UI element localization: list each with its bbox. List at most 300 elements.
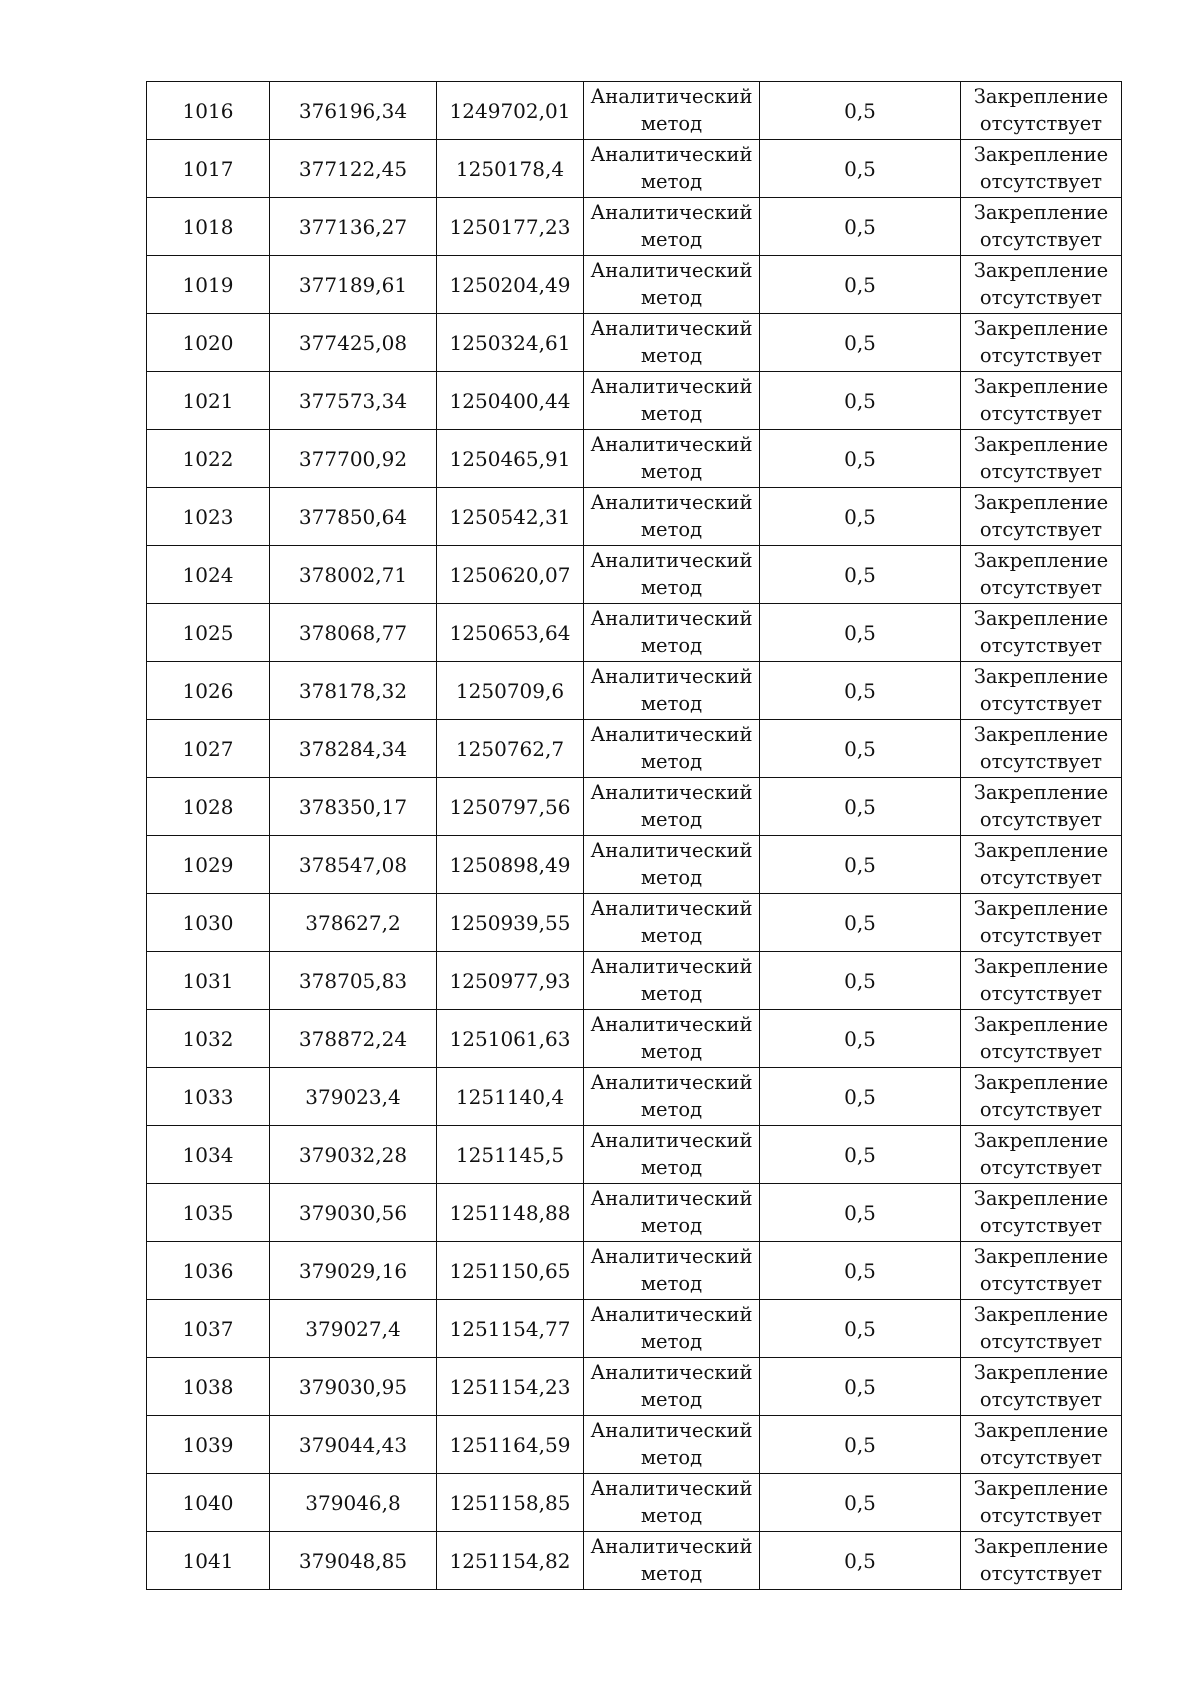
point-number-cell-text: 1019 (182, 272, 234, 297)
fixing-cell-text: отсутствует (979, 1330, 1103, 1353)
fixing-cell-text: отсутствует (979, 1272, 1103, 1295)
fixing-cell (961, 1242, 1122, 1300)
method-cell (584, 372, 760, 430)
precision-cell (760, 1474, 961, 1532)
method-cell-text: Аналитический (590, 1129, 753, 1152)
x-coordinate-cell (270, 1532, 437, 1590)
y-coordinate-cell (437, 836, 584, 894)
fixing-cell-text: Закрепление (973, 1419, 1109, 1442)
method-cell-text: Аналитический (590, 839, 753, 862)
method-cell (584, 1532, 760, 1590)
method-cell-text: Аналитический (590, 433, 753, 456)
point-number-cell-text: 1036 (182, 1258, 234, 1283)
precision-cell (760, 82, 961, 140)
point-number-cell (147, 894, 270, 952)
precision-cell-text: 0,5 (844, 910, 876, 935)
method-cell (584, 314, 760, 372)
x-coordinate-cell (270, 1126, 437, 1184)
method-cell-text: метод (640, 866, 703, 889)
point-number-cell-text: 1022 (182, 446, 234, 471)
method-cell-text: метод (640, 1504, 703, 1527)
precision-cell-text: 0,5 (844, 678, 876, 703)
fixing-cell-text: отсутствует (979, 1214, 1103, 1237)
method-cell-text: метод (640, 1098, 703, 1121)
fixing-cell (961, 894, 1122, 952)
fixing-cell (961, 720, 1122, 778)
method-cell (584, 1126, 760, 1184)
precision-cell (760, 430, 961, 488)
fixing-cell-text: Закрепление (973, 897, 1109, 920)
y-coordinate-cell-text: 1251164,59 (449, 1432, 571, 1457)
method-cell-text: Аналитический (590, 1187, 753, 1210)
x-coordinate-cell-text: 379030,56 (298, 1200, 408, 1225)
precision-cell (760, 1358, 961, 1416)
method-cell-text: Аналитический (590, 1013, 753, 1036)
table-row (147, 1358, 1122, 1416)
fixing-cell-text: отсутствует (979, 692, 1103, 715)
precision-cell (760, 836, 961, 894)
fixing-cell-text: отсутствует (979, 344, 1103, 367)
y-coordinate-cell-text: 1251154,82 (449, 1548, 571, 1573)
y-coordinate-cell (437, 1010, 584, 1068)
method-cell-text: Аналитический (590, 375, 753, 398)
fixing-cell (961, 1358, 1122, 1416)
precision-cell-text: 0,5 (844, 1432, 876, 1457)
y-coordinate-cell (437, 198, 584, 256)
method-cell-text: Аналитический (590, 259, 753, 282)
point-number-cell (147, 314, 270, 372)
fixing-cell-text: Закрепление (973, 317, 1109, 340)
y-coordinate-cell-text: 1249702,01 (449, 98, 571, 123)
method-cell-text: Аналитический (590, 1071, 753, 1094)
x-coordinate-cell (270, 1068, 437, 1126)
method-cell-text: метод (640, 228, 703, 251)
y-coordinate-cell (437, 546, 584, 604)
point-number-cell-text: 1035 (182, 1200, 234, 1225)
fixing-cell-text: отсутствует (979, 228, 1103, 251)
x-coordinate-cell (270, 488, 437, 546)
table-row (147, 894, 1122, 952)
x-coordinate-cell-text: 377136,27 (298, 214, 408, 239)
point-number-cell (147, 430, 270, 488)
y-coordinate-cell-text: 1250177,23 (449, 214, 571, 239)
point-number-cell-text: 1031 (182, 968, 234, 993)
fixing-cell (961, 198, 1122, 256)
precision-cell (760, 198, 961, 256)
precision-cell-text: 0,5 (844, 214, 876, 239)
fixing-cell-text: Закрепление (973, 1303, 1109, 1326)
point-number-cell (147, 1358, 270, 1416)
y-coordinate-cell-text: 1251140,4 (455, 1084, 565, 1109)
precision-cell-text: 0,5 (844, 1316, 876, 1341)
table-row (147, 1242, 1122, 1300)
point-number-cell-text: 1023 (182, 504, 234, 529)
fixing-cell-text: отсутствует (979, 576, 1103, 599)
precision-cell-text: 0,5 (844, 1026, 876, 1051)
y-coordinate-cell (437, 894, 584, 952)
precision-cell-text: 0,5 (844, 446, 876, 471)
precision-cell-text: 0,5 (844, 272, 876, 297)
fixing-cell (961, 604, 1122, 662)
fixing-cell-text: отсутствует (979, 286, 1103, 309)
method-cell (584, 546, 760, 604)
x-coordinate-cell-text: 378350,17 (298, 794, 408, 819)
x-coordinate-cell (270, 1010, 437, 1068)
method-cell (584, 1010, 760, 1068)
y-coordinate-cell-text: 1250762,7 (455, 736, 565, 761)
fixing-cell-text: Закрепление (973, 549, 1109, 572)
table-row (147, 140, 1122, 198)
precision-cell-text: 0,5 (844, 794, 876, 819)
method-cell-text: метод (640, 1272, 703, 1295)
y-coordinate-cell (437, 1358, 584, 1416)
x-coordinate-cell-text: 379029,16 (298, 1258, 408, 1283)
method-cell-text: Аналитический (590, 723, 753, 746)
coordinates-table-body (147, 82, 1122, 1590)
method-cell (584, 604, 760, 662)
fixing-cell-text: Закрепление (973, 1187, 1109, 1210)
point-number-cell-text: 1027 (182, 736, 234, 761)
fixing-cell (961, 662, 1122, 720)
fixing-cell (961, 1532, 1122, 1590)
method-cell-text: метод (640, 112, 703, 135)
method-cell-text: метод (640, 576, 703, 599)
table-row (147, 430, 1122, 488)
method-cell-text: метод (640, 1156, 703, 1179)
point-number-cell (147, 778, 270, 836)
precision-cell (760, 1532, 961, 1590)
point-number-cell (147, 546, 270, 604)
method-cell-text: метод (640, 1446, 703, 1469)
y-coordinate-cell (437, 1416, 584, 1474)
x-coordinate-cell-text: 377122,45 (298, 156, 408, 181)
table-row (147, 1300, 1122, 1358)
method-cell (584, 488, 760, 546)
precision-cell (760, 778, 961, 836)
method-cell (584, 140, 760, 198)
precision-cell (760, 720, 961, 778)
x-coordinate-cell (270, 1184, 437, 1242)
point-number-cell (147, 1184, 270, 1242)
y-coordinate-cell-text: 1250620,07 (449, 562, 571, 587)
x-coordinate-cell-text: 377189,61 (298, 272, 408, 297)
x-coordinate-cell (270, 1358, 437, 1416)
method-cell-text: метод (640, 170, 703, 193)
point-number-cell (147, 140, 270, 198)
fixing-cell (961, 1416, 1122, 1474)
precision-cell-text: 0,5 (844, 1490, 876, 1515)
y-coordinate-cell (437, 604, 584, 662)
fixing-cell-text: Закрепление (973, 259, 1109, 282)
precision-cell-text: 0,5 (844, 1374, 876, 1399)
x-coordinate-cell (270, 1300, 437, 1358)
x-coordinate-cell-text: 376196,34 (298, 98, 408, 123)
point-number-cell (147, 604, 270, 662)
fixing-cell-text: Закрепление (973, 781, 1109, 804)
y-coordinate-cell-text: 1251148,88 (449, 1200, 571, 1225)
method-cell-text: метод (640, 344, 703, 367)
point-number-cell (147, 1300, 270, 1358)
fixing-cell-text: Закрепление (973, 1245, 1109, 1268)
fixing-cell-text: отсутствует (979, 402, 1103, 425)
fixing-cell (961, 836, 1122, 894)
method-cell-text: метод (640, 1214, 703, 1237)
x-coordinate-cell (270, 1474, 437, 1532)
fixing-cell-text: Закрепление (973, 433, 1109, 456)
x-coordinate-cell-text: 378872,24 (298, 1026, 408, 1051)
fixing-cell (961, 1068, 1122, 1126)
point-number-cell-text: 1033 (182, 1084, 234, 1109)
fixing-cell-text: Закрепление (973, 1013, 1109, 1036)
y-coordinate-cell-text: 1250977,93 (449, 968, 571, 993)
x-coordinate-cell-text: 379030,95 (298, 1374, 408, 1399)
precision-cell-text: 0,5 (844, 504, 876, 529)
fixing-cell-text: Закрепление (973, 201, 1109, 224)
method-cell (584, 1300, 760, 1358)
fixing-cell-text: отсутствует (979, 112, 1103, 135)
precision-cell-text: 0,5 (844, 330, 876, 355)
x-coordinate-cell (270, 1242, 437, 1300)
point-number-cell (147, 256, 270, 314)
method-cell-text: Аналитический (590, 491, 753, 514)
method-cell-text: Аналитический (590, 955, 753, 978)
x-coordinate-cell (270, 720, 437, 778)
precision-cell (760, 314, 961, 372)
table-row (147, 1474, 1122, 1532)
fixing-cell-text: Закрепление (973, 1071, 1109, 1094)
method-cell (584, 720, 760, 778)
method-cell-text: метод (640, 1330, 703, 1353)
x-coordinate-cell-text: 377573,34 (298, 388, 408, 413)
precision-cell (760, 1300, 961, 1358)
method-cell-text: Аналитический (590, 1361, 753, 1384)
x-coordinate-cell-text: 377850,64 (298, 504, 408, 529)
point-number-cell (147, 1532, 270, 1590)
y-coordinate-cell (437, 1184, 584, 1242)
point-number-cell (147, 1242, 270, 1300)
fixing-cell (961, 140, 1122, 198)
precision-cell-text: 0,5 (844, 968, 876, 993)
x-coordinate-cell-text: 378002,71 (298, 562, 408, 587)
point-number-cell-text: 1021 (182, 388, 234, 413)
method-cell-text: метод (640, 460, 703, 483)
y-coordinate-cell-text: 1251154,77 (449, 1316, 571, 1341)
fixing-cell-text: Закрепление (973, 143, 1109, 166)
point-number-cell-text: 1039 (182, 1432, 234, 1457)
fixing-cell-text: Закрепление (973, 1129, 1109, 1152)
method-cell-text: Аналитический (590, 897, 753, 920)
y-coordinate-cell (437, 1242, 584, 1300)
precision-cell-text: 0,5 (844, 156, 876, 181)
y-coordinate-cell (437, 1474, 584, 1532)
fixing-cell-text: Закрепление (973, 85, 1109, 108)
fixing-cell-text: отсутствует (979, 634, 1103, 657)
x-coordinate-cell (270, 314, 437, 372)
method-cell-text: Аналитический (590, 549, 753, 572)
y-coordinate-cell-text: 1250653,64 (449, 620, 571, 645)
method-cell-text: Аналитический (590, 665, 753, 688)
method-cell (584, 1184, 760, 1242)
fixing-cell-text: отсутствует (979, 982, 1103, 1005)
x-coordinate-cell-text: 379048,85 (298, 1548, 408, 1573)
x-coordinate-cell (270, 140, 437, 198)
y-coordinate-cell (437, 778, 584, 836)
fixing-cell-text: Закрепление (973, 1477, 1109, 1500)
precision-cell-text: 0,5 (844, 620, 876, 645)
method-cell-text: метод (640, 518, 703, 541)
fixing-cell-text: отсутствует (979, 1156, 1103, 1179)
fixing-cell-text: Закрепление (973, 723, 1109, 746)
y-coordinate-cell (437, 314, 584, 372)
coordinates-table (146, 81, 1122, 1590)
point-number-cell-text: 1017 (182, 156, 234, 181)
y-coordinate-cell (437, 1068, 584, 1126)
method-cell (584, 1358, 760, 1416)
y-coordinate-cell (437, 720, 584, 778)
method-cell-text: метод (640, 1562, 703, 1585)
point-number-cell-text: 1034 (182, 1142, 234, 1167)
fixing-cell-text: отсутствует (979, 1446, 1103, 1469)
table-row (147, 1010, 1122, 1068)
y-coordinate-cell (437, 1126, 584, 1184)
method-cell-text: Аналитический (590, 781, 753, 804)
point-number-cell (147, 1126, 270, 1184)
method-cell (584, 662, 760, 720)
x-coordinate-cell-text: 378178,32 (298, 678, 408, 703)
fixing-cell (961, 314, 1122, 372)
table-row (147, 314, 1122, 372)
precision-cell (760, 1416, 961, 1474)
precision-cell-text: 0,5 (844, 736, 876, 761)
method-cell-text: Аналитический (590, 1303, 753, 1326)
x-coordinate-cell (270, 894, 437, 952)
fixing-cell-text: отсутствует (979, 1040, 1103, 1063)
method-cell (584, 430, 760, 488)
fixing-cell-text: отсутствует (979, 808, 1103, 831)
y-coordinate-cell-text: 1250542,31 (449, 504, 571, 529)
point-number-cell (147, 836, 270, 894)
table-row (147, 1532, 1122, 1590)
method-cell-text: метод (640, 808, 703, 831)
fixing-cell-text: отсутствует (979, 518, 1103, 541)
y-coordinate-cell-text: 1250709,6 (455, 678, 565, 703)
point-number-cell-text: 1016 (182, 98, 234, 123)
method-cell-text: Аналитический (590, 1477, 753, 1500)
fixing-cell-text: Закрепление (973, 607, 1109, 630)
y-coordinate-cell-text: 1251145,5 (455, 1142, 565, 1167)
table-row (147, 546, 1122, 604)
precision-cell (760, 1126, 961, 1184)
y-coordinate-cell-text: 1251061,63 (449, 1026, 571, 1051)
precision-cell (760, 256, 961, 314)
method-cell-text: метод (640, 1388, 703, 1411)
fixing-cell-text: отсутствует (979, 1504, 1103, 1527)
y-coordinate-cell-text: 1251154,23 (449, 1374, 571, 1399)
fixing-cell (961, 1300, 1122, 1358)
method-cell-text: Аналитический (590, 85, 753, 108)
method-cell-text: Аналитический (590, 201, 753, 224)
y-coordinate-cell-text: 1250465,91 (449, 446, 571, 471)
table-row (147, 256, 1122, 314)
precision-cell (760, 1010, 961, 1068)
precision-cell-text: 0,5 (844, 852, 876, 877)
y-coordinate-cell (437, 1532, 584, 1590)
y-coordinate-cell (437, 952, 584, 1010)
fixing-cell-text: Закрепление (973, 955, 1109, 978)
y-coordinate-cell (437, 372, 584, 430)
point-number-cell-text: 1026 (182, 678, 234, 703)
precision-cell-text: 0,5 (844, 562, 876, 587)
table-row (147, 720, 1122, 778)
x-coordinate-cell-text: 379027,4 (305, 1316, 401, 1341)
table-row (147, 778, 1122, 836)
precision-cell (760, 546, 961, 604)
x-coordinate-cell-text: 378705,83 (298, 968, 408, 993)
table-row (147, 604, 1122, 662)
y-coordinate-cell-text: 1250324,61 (449, 330, 571, 355)
table-row (147, 1068, 1122, 1126)
precision-cell-text: 0,5 (844, 1548, 876, 1573)
precision-cell-text: 0,5 (844, 1200, 876, 1225)
point-number-cell (147, 662, 270, 720)
point-number-cell (147, 1068, 270, 1126)
table-row (147, 82, 1122, 140)
method-cell-text: Аналитический (590, 1419, 753, 1442)
method-cell-text: Аналитический (590, 1535, 753, 1558)
fixing-cell-text: Закрепление (973, 375, 1109, 398)
point-number-cell (147, 1416, 270, 1474)
table-row (147, 198, 1122, 256)
table-row (147, 488, 1122, 546)
fixing-cell-text: отсутствует (979, 170, 1103, 193)
point-number-cell-text: 1018 (182, 214, 234, 239)
fixing-cell-text: отсутствует (979, 750, 1103, 773)
x-coordinate-cell-text: 378547,08 (298, 852, 408, 877)
precision-cell (760, 372, 961, 430)
x-coordinate-cell (270, 82, 437, 140)
table-row (147, 836, 1122, 894)
fixing-cell-text: Закрепление (973, 839, 1109, 862)
fixing-cell (961, 82, 1122, 140)
point-number-cell (147, 198, 270, 256)
fixing-cell (961, 256, 1122, 314)
fixing-cell (961, 1184, 1122, 1242)
x-coordinate-cell (270, 952, 437, 1010)
precision-cell (760, 140, 961, 198)
y-coordinate-cell-text: 1250204,49 (449, 272, 571, 297)
x-coordinate-cell-text: 379023,4 (305, 1084, 401, 1109)
x-coordinate-cell (270, 662, 437, 720)
method-cell-text: метод (640, 982, 703, 1005)
point-number-cell-text: 1037 (182, 1316, 234, 1341)
point-number-cell-text: 1028 (182, 794, 234, 819)
point-number-cell-text: 1030 (182, 910, 234, 935)
x-coordinate-cell (270, 256, 437, 314)
point-number-cell-text: 1029 (182, 852, 234, 877)
x-coordinate-cell-text: 378627,2 (305, 910, 401, 935)
y-coordinate-cell-text: 1250797,56 (449, 794, 571, 819)
x-coordinate-cell (270, 198, 437, 256)
precision-cell (760, 488, 961, 546)
y-coordinate-cell (437, 140, 584, 198)
point-number-cell-text: 1024 (182, 562, 234, 587)
method-cell (584, 82, 760, 140)
fixing-cell (961, 372, 1122, 430)
table-row (147, 372, 1122, 430)
method-cell (584, 778, 760, 836)
fixing-cell-text: отсутствует (979, 1562, 1103, 1585)
precision-cell (760, 604, 961, 662)
